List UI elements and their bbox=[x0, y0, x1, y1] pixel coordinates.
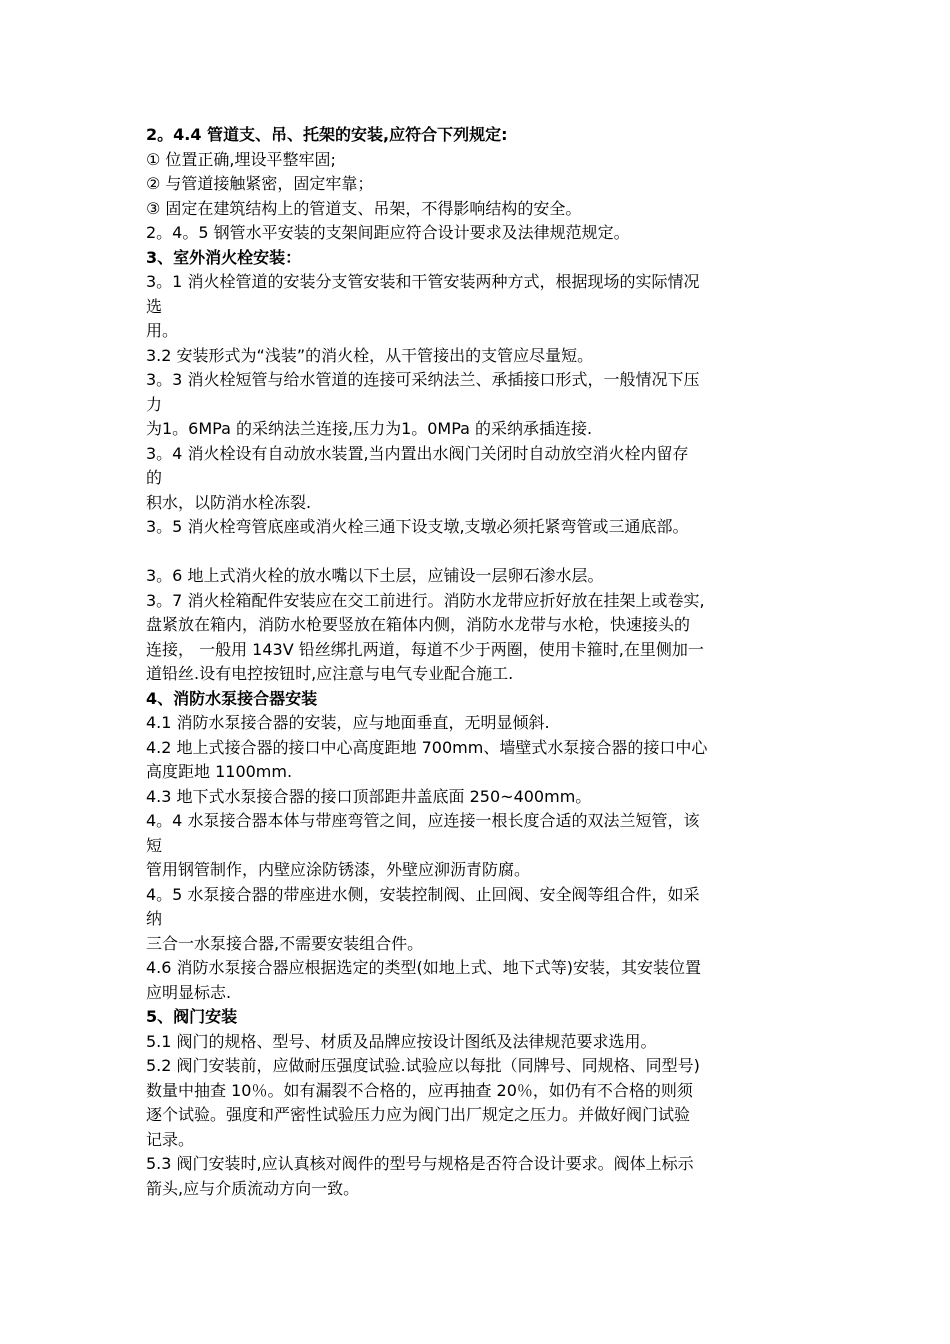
text-line: 纳 bbox=[146, 909, 163, 928]
text-line: 5.1 阀门的规格、型号、材质及品牌应按设计图纸及法律规范要求选用。 bbox=[146, 1031, 657, 1051]
text-line: 4.1 消防水泵接合器的安装，应与地面垂直，无明显倾斜. bbox=[146, 713, 550, 732]
section-heading: 3、室外消火栓安装： bbox=[146, 247, 302, 267]
text-line: 盘紧放在箱内，消防水枪要竖放在箱体内侧，消防水龙带与水枪，快速接头的 bbox=[146, 615, 691, 634]
text-line: ③ 固定在建筑结构上的管道支、吊架，不得影响结构的安全。 bbox=[146, 198, 582, 218]
text-line: 2。4。5 钢管水平安装的支架间距应符合设计要求及法律规范规定。 bbox=[146, 223, 630, 242]
text-line: 3。7 消火栓箱配件安装应在交工前进行。消防水龙带应折好放在挂架上或卷实, bbox=[146, 590, 705, 610]
text-line: 逐个试验。强度和严密性试验压力应为阀门出厂规定之压力。并做好阀门试验 bbox=[146, 1105, 691, 1124]
text-line: 为1。6MPa 的采纳法兰连接,压力为1。0MPa 的采纳承插连接. bbox=[146, 419, 593, 438]
text-line: 记录。 bbox=[146, 1129, 195, 1149]
text-line: 三合一水泵接合器,不需要安装组合件。 bbox=[146, 933, 424, 953]
text-line: 管用钢管制作，内壁应涂防锈漆，外壁应泖沥青防腐。 bbox=[146, 860, 531, 879]
text-line: 道铅丝.设有电控按钮时,应注意与电气专业配合施工. bbox=[146, 664, 514, 683]
text-line: 箭头,应与介质流动方向一致。 bbox=[146, 1178, 360, 1198]
text-line: 4。5 水泵接合器的带座进水侧，安装控制阀、止回阀、安全阀等组合件，如采 bbox=[146, 884, 700, 904]
text-line: 4.2 地上式接合器的接口中心高度距地 700mm、墙壁式水泵接合器的接口中心 bbox=[146, 737, 708, 757]
text-line: 数量中抽查 10％。如有漏裂不合格的，应再抽查 20％，如仍有不合格的则须 bbox=[146, 1080, 693, 1100]
text-line: 4。4 水泵接合器本体与带座弯管之间，应连接一根长度合适的双法兰短管，该 bbox=[146, 811, 700, 830]
text-line: 力 bbox=[146, 394, 163, 414]
text-line: 4.6 消防水泵接合器应根据选定的类型(如地上式、地下式等)安装，其安装位置 bbox=[146, 958, 702, 977]
text-line: 高度距地 1100mm. bbox=[146, 762, 293, 781]
text-line: 用。 bbox=[146, 321, 179, 340]
text-line: 5.2 阀门安装前，应做耐压强度试验.试验应以每批（同牌号、同规格、同型号) bbox=[146, 1056, 700, 1075]
text-line: 3。1 消火栓管道的安装分支管安装和干管安装两种方式，根据现场的实际情况 bbox=[146, 272, 700, 291]
document-body bbox=[146, 123, 826, 1201]
text-line: 的 bbox=[146, 468, 163, 487]
text-line: 3。4 消火栓设有自动放水装置,当内置出水阀门关闭时自动放空消火栓内留存 bbox=[146, 443, 689, 463]
text-line: 短 bbox=[146, 835, 163, 855]
text-line: 积水，以防消水栓冻裂. bbox=[146, 492, 312, 512]
section-heading: 4、消防水泵接合器安装 bbox=[146, 688, 318, 708]
text-line bbox=[146, 540, 826, 565]
text-line: 应明显标志. bbox=[146, 982, 232, 1002]
text-line: 3.2 安装形式为“浅装”的消火栓，从干管接出的支管应尽量短。 bbox=[146, 345, 594, 365]
text-line: ② 与管道接触紧密，固定牢靠； bbox=[146, 174, 374, 193]
text-line: 3。6 地上式消火栓的放水嘴以下土层，应铺设一层卵石渗水层。 bbox=[146, 566, 604, 585]
text-line: 连接， 一般用 143V 铅丝绑扎两道，每道不少于两圈，使用卡箍时,在里侧加一 bbox=[146, 639, 704, 659]
section-heading: 2。4.4 管道支、吊、托架的安装,应符合下列规定: bbox=[146, 125, 508, 144]
text-line: 4.3 地下式水泵接合器的接口顶部距井盖底面 250~400mm。 bbox=[146, 786, 592, 806]
section-heading: 5、阀门安装 bbox=[146, 1007, 238, 1026]
text-line: 选 bbox=[146, 296, 163, 316]
text-line: 3。5 消火栓弯管底座或消火栓三通下设支墩,支墩必须托紧弯管或三通底部。 bbox=[146, 517, 689, 536]
text-line: 3。3 消火栓短管与给水管道的连接可采纳法兰、承插接口形式，一般情况下压 bbox=[146, 370, 700, 389]
text-line: ① 位置正确,埋设平整牢固; bbox=[146, 149, 336, 169]
text-line: 5.3 阀门安装时,应认真核对阀件的型号与规格是否符合设计要求。阀体上标示 bbox=[146, 1154, 694, 1173]
